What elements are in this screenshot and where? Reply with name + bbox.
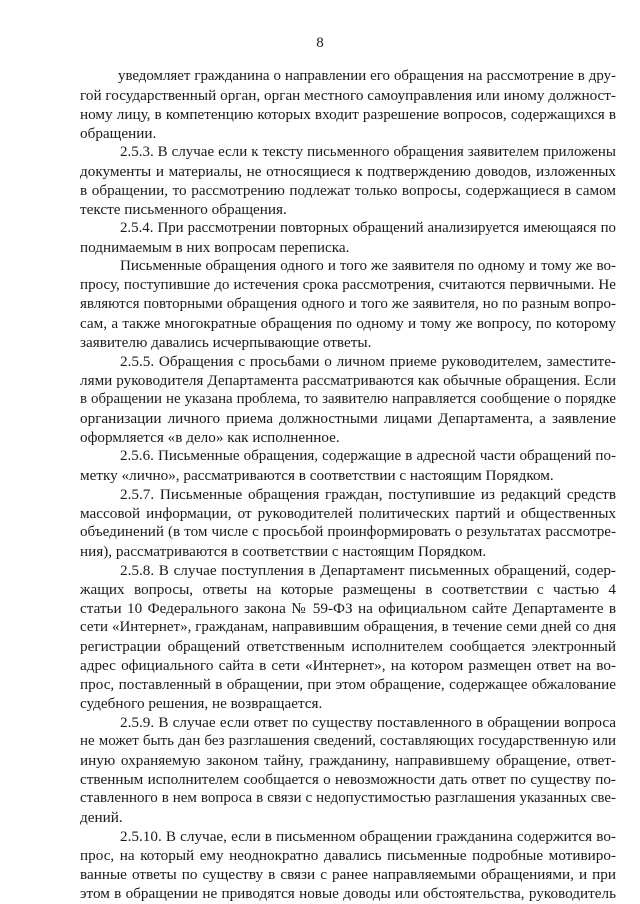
body-text (80, 67, 616, 903)
text-line: являются повторными обращения одного и того же заявителя, но по разным вопро- (80, 296, 616, 312)
text-line: уведомляет гражданина о направлении его обращения на рассмотрение в дру- (118, 68, 616, 84)
text-line: 2.5.10. В случае, если в письменном обращении гражданина содержится во- (120, 828, 616, 845)
text-line: прос, поставленный в обращении, при этом обращение, содержащее обжалование (80, 676, 616, 693)
text-line: сети «Интернет», гражданам, направившим обращения, в течение семи дней со дня (80, 619, 616, 635)
page-number: 8 (316, 35, 324, 51)
text-line: обращении. (80, 125, 157, 142)
text-line: 2.5.6. Письменные обращения, содержащие в адресной части обращений по- (120, 448, 616, 464)
text-line: прос, на который ему неоднократно давались письменные подробные мотивиро- (80, 847, 616, 864)
text-line: документы и материалы, не относящиеся к подтверждению доводов, изложенных (80, 163, 616, 180)
text-line: статьи 10 Федерального закона № 59-ФЗ на официальном сайте Департаменте в (80, 600, 616, 617)
text-line: метку «лично», рассматриваются в соответствии с настоящим Порядком. (80, 467, 554, 484)
text-line: организации личного приема должностными лицами Департамента, а заявление (80, 410, 616, 427)
text-line: 2.5.4. При рассмотрении повторных обращений анализируется имеющаяся по (120, 220, 616, 236)
text-line: оформляется «в дело» как исполненное. (80, 429, 340, 446)
text-line: Письменные обращения одного и того же заявителя по одному и тому же во- (120, 258, 616, 274)
text-line: не может быть дан без разглашения сведений, составляющих государственную или (80, 733, 616, 749)
text-line: поднимаемым в них вопросам переписка. (80, 239, 350, 256)
text-line: объединений (в том числе с просьбой проинформировать о результатах рассмотре- (80, 524, 616, 540)
text-line: ственным исполнителем сообщается о невозможности дать ответ по существу по- (80, 771, 616, 788)
text-line: ному лицу, в компетенцию которых входит разрешение вопросов, содержащихся в (80, 106, 616, 123)
text-line: лями руководителя Департамента рассматриваются как обычные обращения. Если (80, 372, 616, 389)
text-line: в обращении не указана проблема, то заявителю направляется сообщение о порядке (80, 391, 616, 407)
text-line: адрес официального сайта в сети «Интернет», на котором размещен ответ на во- (80, 657, 616, 674)
text-line: ванные ответы по существу в связи с ранее направляемыми обращениями, и при (80, 866, 616, 883)
text-line: ния), рассматриваются в соответствии с настоящим Порядком. (80, 543, 487, 560)
text-line: 2.5.8. В случае поступления в Департамент письменных обращений, содер- (120, 562, 616, 579)
text-line: ставленного в нем вопроса в связи с недопустимостью разглашения указанных све- (80, 790, 616, 806)
text-line: иную охраняемую законом тайну, гражданину, направившему обращение, ответ- (80, 752, 616, 769)
text-line: этом в обращении не приводятся новые доводы или обстоятельства, руководитель (80, 885, 616, 902)
text-line: 2.5.9. В случае если ответ по существу поставленного в обращении вопроса (120, 714, 616, 731)
text-line: сам, а также многократные обращения по одному и тому же вопросу, по которому (80, 315, 616, 332)
text-line: судебного решения, не возвращается. (80, 695, 323, 712)
text-line: массовой информации, от руководителей политических партий и общественных (80, 505, 616, 522)
text-line: 2.5.5. Обращения с просьбами о личном приеме руководителем, заместите- (120, 353, 616, 370)
text-line: 2.5.7. Письменные обращения граждан, поступившие из редакций средств (120, 486, 616, 503)
text-line: просу, поступившие до истечения срока рассмотрения, считаются первичными. Не (80, 277, 616, 293)
text-line: гой государственный орган, орган местного самоуправления или иному должност- (80, 87, 616, 104)
text-line: 2.5.3. В случае если к тексту письменного обращения заявителем приложены (120, 144, 616, 160)
text-line: жащих вопросы, ответы на которые размещены в соответствии с частью 4 (80, 581, 616, 598)
text-line: регистрации обращений ответственным исполнителем сообщается электронный (80, 638, 616, 655)
text-line: в обращении, то рассмотрению подлежат только вопросы, содержащиеся в самом (80, 182, 616, 199)
text-line: тексте письменного обращения. (80, 201, 287, 218)
text-line: заявителю давались исчерпывающие ответы. (80, 334, 372, 351)
text-line: дений. (80, 809, 123, 826)
